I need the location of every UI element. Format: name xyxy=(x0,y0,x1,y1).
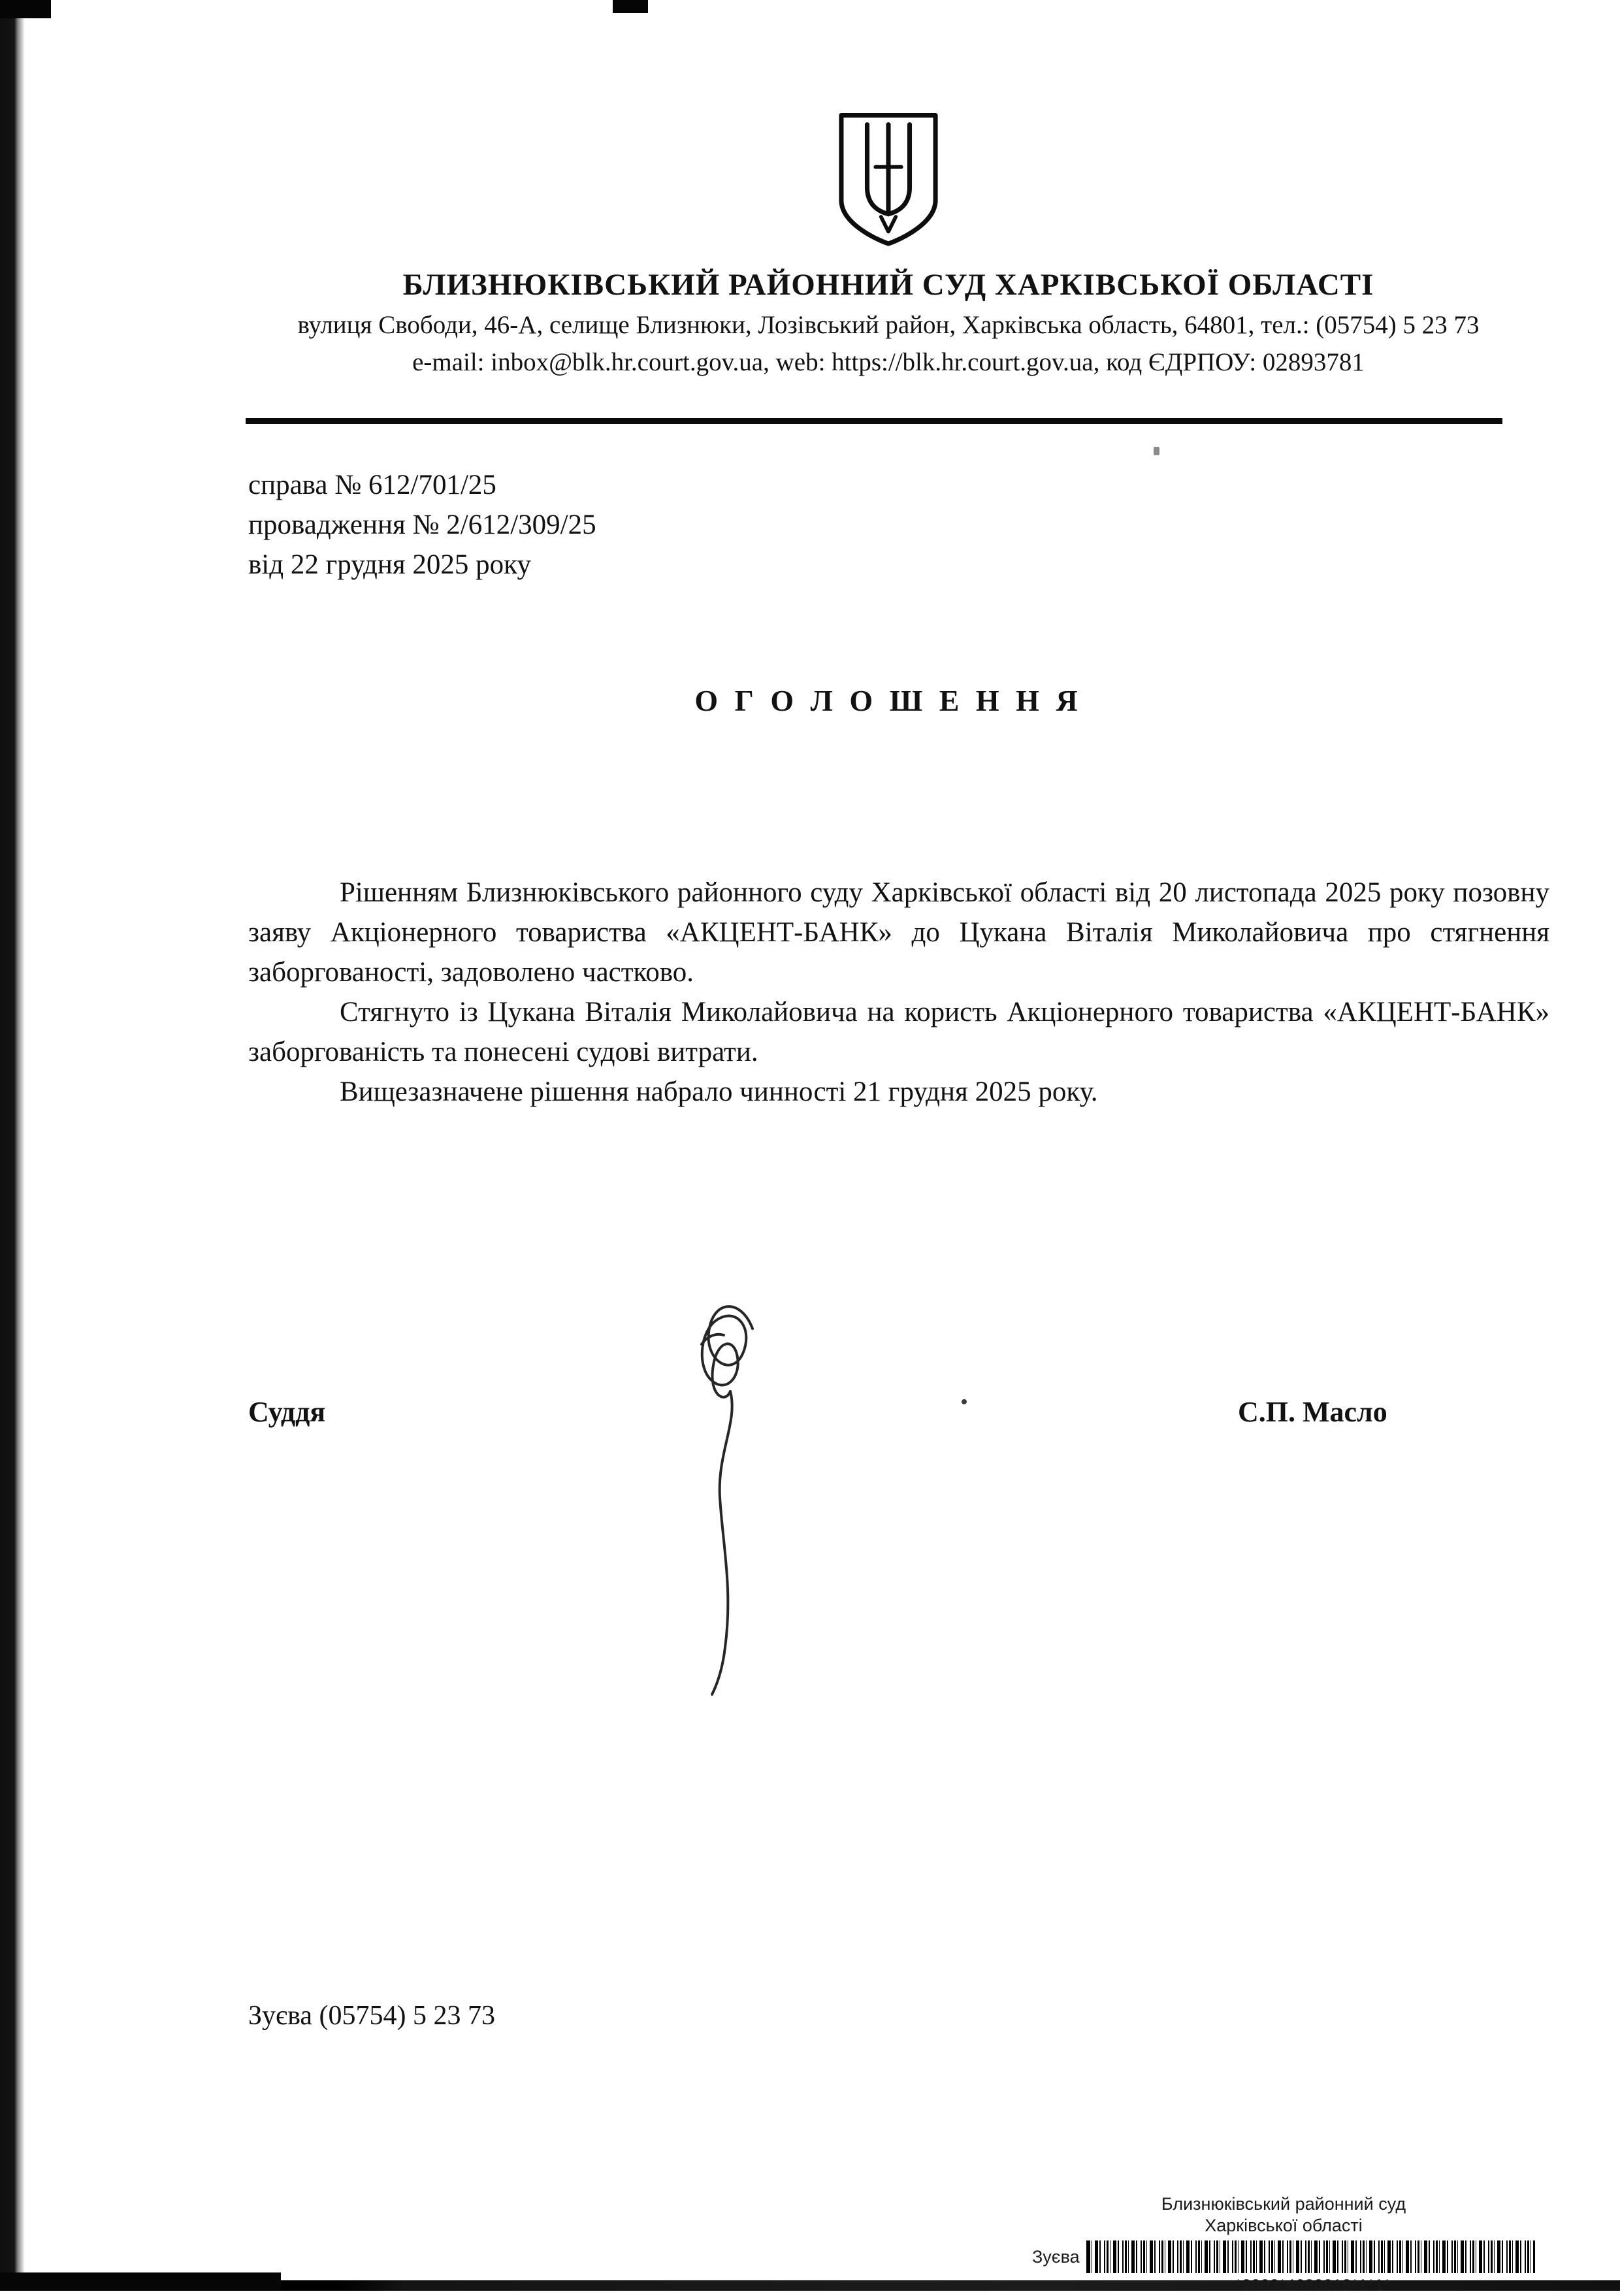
announcement-body xyxy=(248,873,1549,1112)
letterhead xyxy=(183,110,1594,377)
scan-artifact-top-mark xyxy=(613,0,648,13)
barcode-label: Зуєва xyxy=(1032,2246,1080,2267)
case-date: від 22 грудня 2025 року xyxy=(248,549,531,580)
court-name: БЛИЗНЮКІВСЬКИЙ РАЙОННИЙ СУД ХАРКІВСЬКОЇ ОБЛАСТІ xyxy=(402,268,1374,302)
case-info xyxy=(248,465,596,585)
court-address: вулиця Свободи, 46-А, селище Близнюки, Лозівський район, Харківська область, 64801, тел.: (05754) 5 23 73 xyxy=(297,311,1480,339)
letterhead-divider xyxy=(246,418,1502,426)
handwritten-signature-icon xyxy=(640,1280,830,1705)
ink-dot xyxy=(962,1399,967,1404)
scan-speck xyxy=(1154,447,1159,455)
proceeding-number: провадження № 2/612/309/25 xyxy=(248,509,596,540)
case-number: справа № 612/701/25 xyxy=(248,470,496,500)
body-paragraph-2: Стягнуто із Цукана Віталія Миколайовича на користь Акціонерного товариства «АКЦЕНТ-БАНК» заборгованість та понесені судові витрати. xyxy=(248,997,1549,1067)
barcode-number: *2003*4680918*1*1* xyxy=(1235,2276,1391,2294)
body-paragraph-1: Рішенням Близнюківського районного суду Харківської області від 20 листопада 2025 року позовну заяву Акціонерного товариства «АКЦЕНТ-БАНК» до Цукана Віталія Миколайовича про стягнення заборгованості, задоволено частково. xyxy=(248,877,1549,988)
registration-stamp xyxy=(1032,2193,1535,2296)
ukraine-coat-of-arms-icon xyxy=(833,110,944,251)
stamp-court-name: Близнюківський районний суд xyxy=(1161,2194,1406,2214)
clerk-contact: Зуєва (05754) 5 23 73 xyxy=(248,2001,495,2031)
court-contact: e-mail: inbox@blk.hr.court.gov.ua, web: https://blk.hr.court.gov.ua, код ЄДРПОУ: 02893781 xyxy=(412,348,1365,376)
judge-label: Суддя xyxy=(248,1396,326,1428)
stamp-court-region: Харківської області xyxy=(1205,2216,1363,2235)
judge-name: С.П. Масло xyxy=(1238,1396,1387,1428)
scan-artifact-bottom-left xyxy=(0,2272,281,2291)
scan-artifact-top-left xyxy=(0,0,51,18)
barcode xyxy=(1086,2240,1535,2273)
scan-artifact-left-edge xyxy=(0,0,25,2291)
body-paragraph-3: Вищезазначене рішення набрало чинності 21 грудня 2025 року. xyxy=(340,1076,1098,1107)
document-title: О Г О Л О Ш Е Н Н Я xyxy=(694,684,1082,717)
